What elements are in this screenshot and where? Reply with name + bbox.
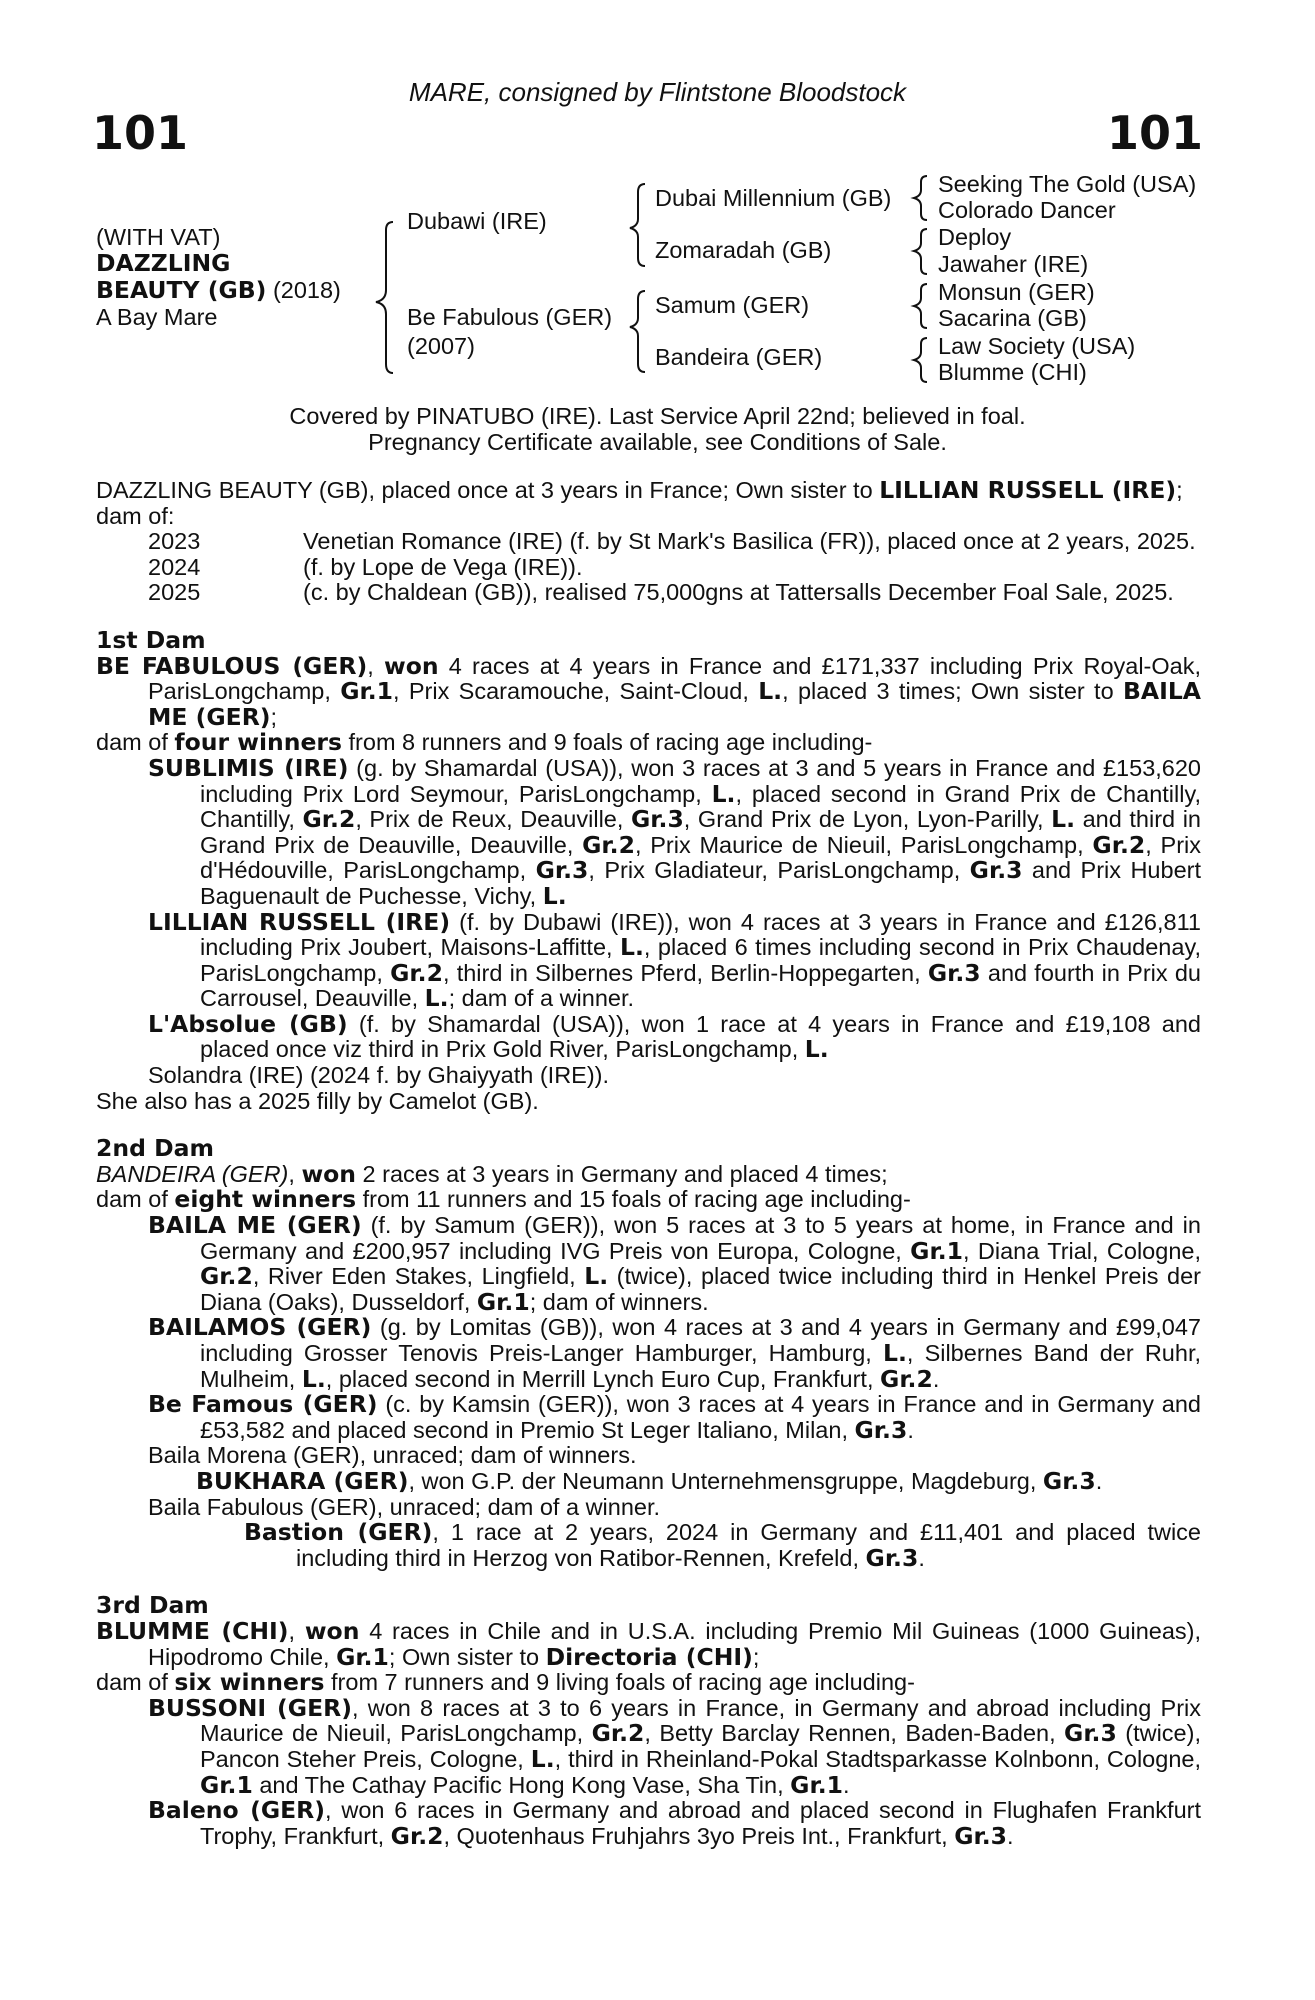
produce-year: 2023: [148, 528, 201, 555]
text-fragment: .: [907, 1416, 914, 1443]
produce-text: (c. by Chaldean (GB)), realised 75,000gns at Tattersalls December Foal Sale, 2025.: [303, 579, 1174, 606]
dam-of-line: [96, 1670, 1201, 1696]
text-fragment: from 11 runners and 15 foals of racing age including-: [356, 1186, 911, 1213]
progeny-baila-me: [96, 1213, 1201, 1315]
bold-text: Gr.3: [630, 805, 684, 834]
progeny-solandra: Solandra (IRE) (2024 f. by Ghaiyyath (IRE)).: [148, 1062, 610, 1089]
text-fragment: .: [932, 1365, 940, 1392]
text-fragment: ,: [288, 1160, 302, 1187]
text-fragment: , 1 race at 2 years, 2024 in Germany and £11,401 and placed twice including third in Herzog von Ratibor-Rennen, Krefeld,: [296, 1519, 1201, 1571]
bold-text: won: [304, 1616, 360, 1645]
dam-of-label: dam of:: [96, 502, 175, 529]
dam-paragraph: [96, 1159, 1201, 1188]
sire-sire-name: Dubai Millennium (GB): [655, 185, 892, 211]
ancestor-5: Monsun (GER): [938, 279, 1095, 305]
text-fragment: ;: [270, 703, 278, 730]
bold-text: Gr.1: [910, 1236, 963, 1265]
progeny-baila-morena: Baila Morena (GER), unraced; dam of winners.: [148, 1442, 637, 1469]
third-dam-section: [96, 1593, 1201, 1849]
bold-text: Gr.2: [390, 958, 443, 987]
horse-year: (2018): [272, 277, 341, 303]
bold-text: Gr.1: [790, 1770, 843, 1799]
text-fragment: (twice), Pancon Steher Preis, Cologne,: [200, 1720, 1201, 1772]
second-dam-section: [96, 1136, 1201, 1571]
text-fragment: 2 races at 3 years in Germany and placed 4 times;: [356, 1160, 888, 1187]
text-fragment: , Betty Barclay Rennen, Baden-Baden,: [644, 1720, 1065, 1747]
produce-row: [148, 555, 1201, 581]
progeny-be-famous: [96, 1392, 1201, 1443]
bold-text: L.: [1051, 805, 1075, 834]
grandprogeny-bukhara: [96, 1466, 1201, 1495]
bracket-g4: [914, 338, 927, 382]
bold-text: Gr.3: [535, 856, 589, 885]
ancestor-3: Deploy: [938, 224, 1012, 250]
text-fragment: , placed 6 times including second in Prix Chaudenay, ParisLongchamp,: [200, 934, 1201, 986]
ancestor-8: Blumme (CHI): [938, 359, 1087, 385]
text-fragment: , third in Rheinland-Pokal Stadtsparkasse Kolnbonn, Cologne,: [554, 1745, 1201, 1772]
text-fragment: ; Own sister to: [388, 1643, 546, 1670]
horse-description: A Bay Mare: [96, 304, 218, 330]
covering-line2: Pregnancy Certificate available, see Conditions of Sale.: [368, 429, 947, 455]
bold-text: Gr.3: [854, 1415, 908, 1444]
bold-text: Gr.3: [954, 1821, 1007, 1850]
bold-text: Gr.2: [390, 1821, 444, 1850]
text-fragment: , River Eden Stakes, Lingfield,: [252, 1263, 585, 1290]
vat-label: (WITH VAT): [96, 224, 221, 250]
bold-text: SUBLIMIS (IRE): [148, 753, 349, 782]
text-fragment: , won 6 races in Germany and abroad and placed second in Flughafen Frankfurt Trophy, Frankfurt,: [200, 1797, 1201, 1849]
text-fragment: , won 8 races at 3 to 6 years in France, in Germany and abroad including Prix Maurice de Nieuil, ParisLongchamp,: [200, 1694, 1201, 1747]
bold-text: L.: [804, 1035, 829, 1064]
horse-name-line1: DAZZLING: [96, 249, 231, 277]
text-fragment: dam of: [96, 1186, 175, 1213]
bold-text: Be Famous (GER): [148, 1390, 378, 1419]
bold-text: Gr.3: [927, 958, 981, 987]
text-fragment: , placed second in Merrill Lynch Euro Cup, Frankfurt,: [325, 1365, 881, 1392]
bold-text: Gr.2: [200, 1262, 253, 1291]
text-fragment: .: [1095, 1467, 1103, 1494]
text-fragment: , Silbernes Band der Ruhr, Mulheim,: [200, 1340, 1201, 1392]
produce-row: [148, 580, 1201, 606]
bold-text: Gr.2: [582, 830, 635, 859]
bold-text: BAILAMOS (GER): [148, 1313, 372, 1342]
dam-paragraph: [96, 1616, 1202, 1671]
text-fragment: BANDEIRA (GER): [96, 1160, 289, 1187]
text-fragment: 4 races at 4 years in France and £171,337 including Prix Royal-Oak, ParisLongchamp,: [148, 652, 1202, 705]
text-fragment: (c. by Kamsin (GER)), won 3 races at 4 years in France and in Germany and £53,582 and placed second in Premio St Leger Italiano, Milan,: [200, 1391, 1202, 1443]
grandprogeny-bastion: [96, 1520, 1201, 1571]
text-fragment: , Prix Gladiateur, ParisLongchamp,: [588, 857, 970, 884]
text-fragment: from 8 runners and 9 foals of racing age including-: [342, 729, 873, 756]
dam-year: (2007): [407, 333, 475, 359]
bold-text: BLUMME (CHI): [96, 1616, 289, 1645]
bracket-g1: [914, 176, 927, 220]
bold-text: BE FABULOUS (GER): [96, 651, 368, 680]
text-fragment: and third in Grand Prix de Deauville, Deauville,: [200, 806, 1201, 858]
dam-dam-name: Bandeira (GER): [655, 344, 823, 370]
bracket-g3: [914, 284, 927, 328]
horse-name: BEAUTY (GB): [96, 276, 267, 304]
intro-end: ;: [1176, 477, 1183, 503]
text-fragment: and fourth in Prix du Carrousel, Deauville,: [200, 959, 1201, 1012]
section-heading: 2nd Dam: [96, 1134, 214, 1163]
ancestor-7: Law Society (USA): [938, 333, 1136, 359]
lot-number-left: 101: [92, 106, 189, 160]
dam-of-line: [96, 730, 1201, 756]
main-bracket: [376, 222, 393, 373]
text-fragment: ,: [367, 652, 384, 679]
text-fragment: , third in Silbernes Pferd, Berlin-Hoppegarten,: [442, 959, 928, 986]
bold-text: Gr.1: [340, 677, 394, 706]
produce-text: (f. by Lope de Vega (IRE)).: [303, 553, 583, 580]
bold-text: L.: [301, 1364, 326, 1393]
progeny-sublimis: [96, 753, 1202, 910]
bold-text: L.: [584, 1262, 609, 1291]
intro-sister: LILLIAN RUSSELL (IRE): [879, 476, 1177, 504]
progeny-baleno: [96, 1798, 1201, 1849]
bold-text: Gr.3: [969, 856, 1023, 885]
bold-text: L.: [758, 677, 783, 706]
text-fragment: , Prix de Reux, Deauville,: [355, 806, 631, 833]
text-fragment: ,: [288, 1617, 305, 1644]
text-fragment: ; dam of a winner.: [448, 985, 635, 1012]
text-fragment: ; dam of winners.: [529, 1288, 709, 1315]
produce-text: Venetian Romance (IRE) (f. by St Mark's Basilica (FR)), placed once at 2 years, 2025.: [303, 528, 1196, 555]
dam-sire-name: Samum (GER): [655, 292, 810, 318]
bold-text: L.: [882, 1339, 907, 1367]
text-fragment: and The Cathay Pacific Hong Kong Vase, Sha Tin,: [252, 1771, 791, 1798]
intro-text: DAZZLING BEAUTY (GB), placed once at 3 years in France; Own sister to: [96, 477, 873, 503]
text-fragment: , won G.P. der Neumann Unternehmensgruppe, Magdeburg,: [408, 1467, 1043, 1494]
text-fragment: (g. by Lomitas (GB)), won 4 races at 3 and 4 years in Germany and £99,047 including Grosser Tenovis Preis-Langer Hamburger, Hamburg,: [200, 1314, 1201, 1366]
dam-name: Be Fabulous (GER): [407, 304, 613, 330]
bold-text: LILLIAN RUSSELL (IRE): [148, 907, 451, 936]
bold-text: Gr.2: [591, 1719, 645, 1748]
bold-text: Gr.1: [336, 1642, 389, 1671]
covering-line1: Covered by PINATUBO (IRE). Last Service April 22nd; believed in foal.: [289, 403, 1026, 429]
text-fragment: , Quotenhaus Fruhjahrs 3yo Preis Int., Frankfurt,: [443, 1822, 955, 1849]
text-fragment: (f. by Shamardal (USA)), won 1 race at 4 years in France and £19,108 and placed once viz third in Prix Gold River, ParisLongchamp,: [200, 1010, 1201, 1063]
also-line: She also has a 2025 filly by Camelot (GB).: [96, 1087, 539, 1114]
dam-bracket: [630, 291, 645, 372]
bold-text: eight winners: [174, 1185, 357, 1214]
bold-text: L.: [711, 779, 736, 808]
bold-text: Gr.1: [476, 1287, 530, 1316]
ancestor-6: Sacarina (GB): [938, 305, 1087, 331]
bold-text: Gr.2: [1092, 830, 1146, 859]
text-fragment: dam of: [96, 1669, 175, 1696]
text-fragment: , Prix Maurice de Nieuil, ParisLongchamp,: [634, 831, 1093, 858]
dam-paragraph: [96, 651, 1202, 731]
consignment-line: MARE, consigned by Flintstone Bloodstock: [408, 77, 907, 107]
section-heading: 3rd Dam: [96, 1591, 209, 1620]
ancestor-4: Jawaher (IRE): [938, 251, 1089, 277]
ancestor-1: Seeking The Gold (USA): [938, 171, 1197, 197]
bold-text: BUKHARA (GER): [196, 1466, 409, 1495]
dam-of-line: [96, 1187, 1201, 1213]
text-fragment: dam of: [96, 729, 175, 756]
bold-text: L.: [620, 933, 644, 962]
bold-text: BAILA ME (GER): [148, 677, 1201, 731]
bold-text: BUSSONI (GER): [148, 1693, 352, 1722]
text-fragment: and Prix Hubert Baguenault de Puchesse, Vichy,: [200, 857, 1201, 909]
text-fragment: , Diana Trial, Cologne,: [962, 1237, 1201, 1264]
text-fragment: .: [918, 1544, 925, 1571]
progeny-lillian-russell: [96, 907, 1201, 1013]
bold-text: Directoria (CHI): [545, 1642, 753, 1671]
text-fragment: 4 races in Chile and in U.S.A. including Premio Mil Guineas (1000 Guineas), Hipodromo Chile,: [148, 1617, 1202, 1670]
text-fragment: from 7 runners and 9 living foals of racing age including-: [324, 1669, 915, 1696]
pedigree-brackets: [0, 0, 1315, 400]
bold-text: L.: [542, 881, 567, 910]
catalogue-body: [96, 478, 1201, 1849]
bold-text: won: [383, 651, 439, 680]
text-fragment: , Prix d'Hédouville, ParisLongchamp,: [200, 831, 1201, 884]
bold-text: L.: [424, 984, 449, 1013]
bold-text: L'Absolue (GB): [148, 1009, 348, 1038]
bold-text: Gr.2: [880, 1364, 933, 1393]
text-fragment: , placed second in Grand Prix de Chantilly, Chantilly,: [200, 780, 1201, 833]
intro-paragraph: [96, 478, 1201, 504]
bold-text: four winners: [174, 728, 342, 757]
sire-bracket: [630, 184, 645, 266]
sire-name: Dubawi (IRE): [407, 208, 547, 234]
text-fragment: , Grand Prix de Lyon, Lyon-Parilly,: [683, 806, 1052, 833]
text-fragment: .: [1007, 1822, 1014, 1849]
text-fragment: (f. by Dubawi (IRE)), won 4 races at 3 years in France and £126,811 including Prix Joubert, Maisons-Laffitte,: [200, 908, 1201, 961]
progeny-bailamos: [96, 1315, 1201, 1392]
text-fragment: ;: [752, 1643, 760, 1670]
ancestor-2: Colorado Dancer: [938, 197, 1116, 223]
bold-text: Gr.3: [1042, 1466, 1096, 1495]
bold-text: Gr.3: [865, 1543, 919, 1572]
text-fragment: .: [842, 1771, 850, 1798]
text-fragment: , placed 3 times; Own sister to: [782, 678, 1123, 705]
bold-text: Gr.1: [200, 1770, 253, 1799]
section-heading: 1st Dam: [96, 625, 206, 654]
first-dam-section: [96, 625, 1202, 1114]
bold-text: won: [301, 1159, 357, 1188]
bracket-g2: [914, 229, 927, 274]
bold-text: BAILA ME (GER): [148, 1211, 362, 1240]
text-fragment: (g. by Shamardal (USA)), won 3 races at 3 and 5 years in France and £153,620 including Prix Lord Seymour, ParisLongchamp,: [200, 754, 1202, 807]
produce-year: 2025: [148, 579, 201, 606]
progeny-baila-fabulous: Baila Fabulous (GER), unraced; dam of a winner.: [148, 1493, 661, 1520]
bold-text: Gr.2: [302, 805, 356, 834]
text-fragment: , Prix Scaramouche, Saint-Cloud,: [393, 678, 759, 705]
text-fragment: (f. by Samum (GER)), won 5 races at 3 to 5 years at home, in France and in Germany and £200,957 including IVG Preis von Europa, Cologne,: [200, 1212, 1201, 1264]
bold-text: Gr.3: [1064, 1719, 1117, 1748]
lot-number-right: 101: [1106, 106, 1203, 160]
bold-text: L.: [530, 1744, 555, 1773]
produce-year: 2024: [148, 553, 201, 580]
bold-text: six winners: [174, 1668, 325, 1697]
produce-row: [148, 529, 1201, 555]
bold-text: Bastion (GER): [244, 1518, 433, 1547]
progeny-bussoni: [96, 1693, 1201, 1799]
bold-text: Baleno (GER): [148, 1796, 326, 1825]
sire-dam-name: Zomaradah (GB): [655, 237, 832, 263]
progeny-labsolue: [96, 1009, 1201, 1064]
text-fragment: (twice), placed twice including third in Henkel Preis der Diana (Oaks), Dusseldorf,: [200, 1263, 1201, 1315]
